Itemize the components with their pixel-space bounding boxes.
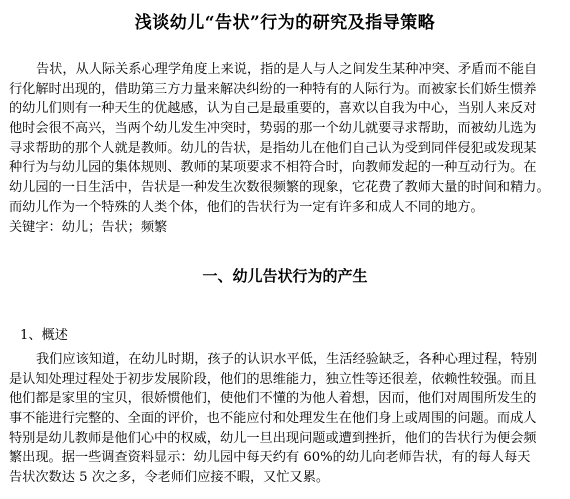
keywords-line: 关键字：幼儿；告状；频繁: [9, 219, 168, 235]
section-heading: 一、幼儿告状行为的产生: [202, 267, 368, 285]
abstract-line: 他时会很不高兴，当两个幼儿发生冲突时，势弱的那一个幼儿就要寻求帮助，而被幼儿选为: [9, 121, 537, 137]
document-title: 浅谈幼儿“告状”行为的研究及指导策略: [134, 13, 436, 33]
abstract-line: 寻求帮助的那个人就是教师。幼儿的告状，是指幼儿在他们自己认为受到同伴侵犯或发现某: [9, 140, 537, 156]
paragraph-line: 他们都是家里的宝贝，很娇惯他们，使他们不懂的为他人着想，因而，他们对周围所发生的: [9, 391, 537, 407]
abstract-line: 幼儿园的一日生活中，告状是一种发生次数很频繁的现象，它花费了教师大量的时间和精力。: [9, 180, 550, 196]
paragraph-line: 繁出现。据一些调查资料显示：幼儿园中每天约有 60%的幼儿向老师告状，有的每人每天: [9, 450, 531, 466]
paragraph-line: 告状次数达 5 次之多，令老师们应接不暇，又忙又累。: [9, 470, 330, 486]
abstract-line: 种行为与幼儿园的集体规则、教师的某项要求不相符合时，向教师发起的一种互动行为。在: [9, 160, 537, 176]
abstract-line: 告状，从人际关系心理学角度上来说，指的是人与人之间发生某种冲突、矛盾而不能自: [36, 62, 538, 77]
paragraph-line: 我们应该知道，在幼儿时期，孩子的认识水平低，生活经验缺乏，各种心理过程，特别: [36, 352, 538, 367]
subsection-heading: 1、概述: [20, 328, 68, 343]
abstract-line: 的幼儿们则有一种天生的优越感，认为自己是最重要的，喜欢以自我为中心，当别人来反对: [9, 101, 537, 117]
abstract-line: 行化解时出现的，借助第三方力量来解决纠纷的一种特有的人际行为。而被家长们娇生惯养: [9, 81, 537, 97]
paragraph-line: 事不能进行完整的、全面的评价，也不能应付和处理发生在他们身上或周围的问题。而成人: [9, 411, 537, 427]
paragraph-line: 是认知处理过程处于初步发展阶段，他们的思维能力，独立性等还很差，依赖性较强。而且: [9, 371, 537, 387]
abstract-paragraph: [9, 60, 561, 237]
paragraph-line: 特别是幼儿教师是他们心中的权威，幼儿一旦出现问题或遭到挫折，他们的告状行为便会频: [9, 430, 537, 446]
body-paragraph: [9, 350, 561, 488]
abstract-line: 而幼儿作为一个特殊的人类个体，他们的告状行为一定有许多和成人不同的地方。: [9, 199, 484, 215]
